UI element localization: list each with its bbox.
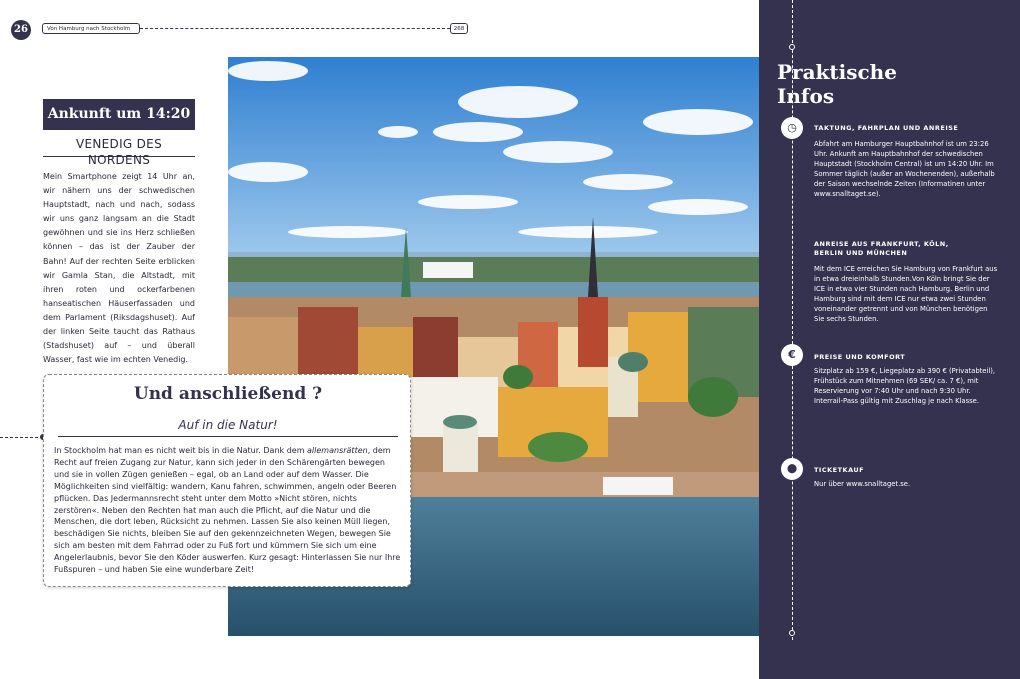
location-pin-icon: ⬤ [781, 458, 803, 480]
sidebar-heading-schedule: TAKTUNG, FAHRPLAN UND ANREISE [814, 124, 959, 132]
route-label: Von Hamburg nach Stockholm [42, 23, 140, 34]
infobox-title: Und anschließend ? [133, 384, 323, 404]
info-sidebar [759, 0, 1020, 679]
euro-icon: € [781, 344, 803, 366]
arrival-title: Ankunft um 14:20 [43, 99, 195, 130]
sidebar-text-tickets: Nur über www.snalltaget.se. [814, 480, 911, 488]
section-title: VENEDIG DES NORDENS [43, 136, 195, 157]
sidebar-top-dot [789, 44, 795, 50]
sidebar-text-schedule: Abfahrt am Hamburger Hauptbahnhof ist um 23:26 Uhr. Ankunft am Hauptbahnhof der schwedischen Hauptstadt (Stockholm Central) ist um 14:20 Uhr. Im Sommer täglich (außer an Wochenenden), außerhalb der Saison wechselnde Zeiten (Informatinen unter www.snalltaget.se). [814, 140, 995, 198]
infobox [43, 374, 411, 587]
sidebar-text-travel: Mit dem ICE erreichen Sie Hamburg von Frankfurt aus in etwa dreieinhalb Stunden.Von Köln bringt Sie der ICE in etwa vier Stunden nach Hamburg. Berlin und Hamburg sind mit dem ICE nur etwa zwei Stunden voneinander getrennt und von München benötigen Sie sechs Stunden. [814, 265, 998, 323]
route-page-number: 268 [450, 23, 468, 34]
sidebar-heading-travel: ANREISE AUS FRANKFURT, KÖLN, BERLIN UND MÜNCHEN [814, 240, 949, 257]
sidebar-heading-prices: PREISE UND KOMFORT [814, 353, 906, 361]
infobox-divider [58, 436, 398, 437]
infobox-subtitle: Auf in die Natur! [178, 418, 278, 432]
intro-text: Mein Smartphone zeigt 14 Uhr an, wir nähern uns der schwedischen Hauptstadt, nach und nach, sodass wir uns ganz langsam an die Stadt gewöhnen und sie ins Herz schließen können – das ist der Zauber der Bahn! Auf der rechten Seite erblicken wir Gamla Stan, die Altstadt, mit ihren roten und ockerfarbenen hanseatischen Häuserfassaden und dem Parlament (Riksdagshuset). Auf der linken Seite taucht das Rathaus (Stadshuset) auf – und überall Wasser, fast wie im echten Venedig. [43, 172, 195, 365]
infobox-dashed-connector [0, 437, 43, 438]
page-number: 26 [11, 20, 31, 40]
sidebar-text-prices: Sitzplatz ab 159 €, Liegeplatz ab 390 € (Privatabteil), Frühstück zum Mitnehmen (69 SEK/ ca. 7 €), mit Reservierung vor 7:40 Uhr und nach 9:30 Uhr. Interrail-Pass gültig mit Zuschlag je nach Klasse. [814, 367, 996, 405]
clock-icon: ◷ [781, 117, 803, 139]
infobox-text: In Stockholm hat man es nicht weit bis in die Natur. Dank dem allemansrätten, dem Recht auf freien Zugang zur Natur, kann sich jeder in den Schärengärten bewegen und sie in vollen Zügen genießen – egal, ob an Land oder auf dem Wasser. Die Möglichkeiten sind vielfältig: wandern, Kanu fahren, schwimmen, angeln oder Beeren pflücken. Das Jedermannsrecht steht unter dem Motto »Nicht stören, nichts zerstören«. Neben den Rechten hat man auch die Pflicht, auf die Natur und die Menschen, die dort leben, Rücksicht zu nehmen. Lassen Sie also keinen Müll liegen, beschädigen Sie nichts, bleiben Sie auf den gekennzeichneten Wegen, bewegen Sie sich am besten mit dem Fahrrad oder zu Fuß fort und kümmern Sie sich um eine Angelerlaubnis, bevor Sie den Köder auswerfen. Kurz gesagt: Hinterlassen Sie nur Ihre Fußspuren – und haben Sie eine wunderbare Zeit! [54, 446, 401, 575]
sidebar-bottom-dot [789, 630, 795, 636]
route-dashed-line [140, 28, 450, 29]
infobox-italic-term: allemansrätten [307, 446, 368, 455]
sidebar-title: Praktische Infos [777, 60, 897, 108]
sidebar-heading-tickets: TICKETKAUF [814, 466, 865, 474]
